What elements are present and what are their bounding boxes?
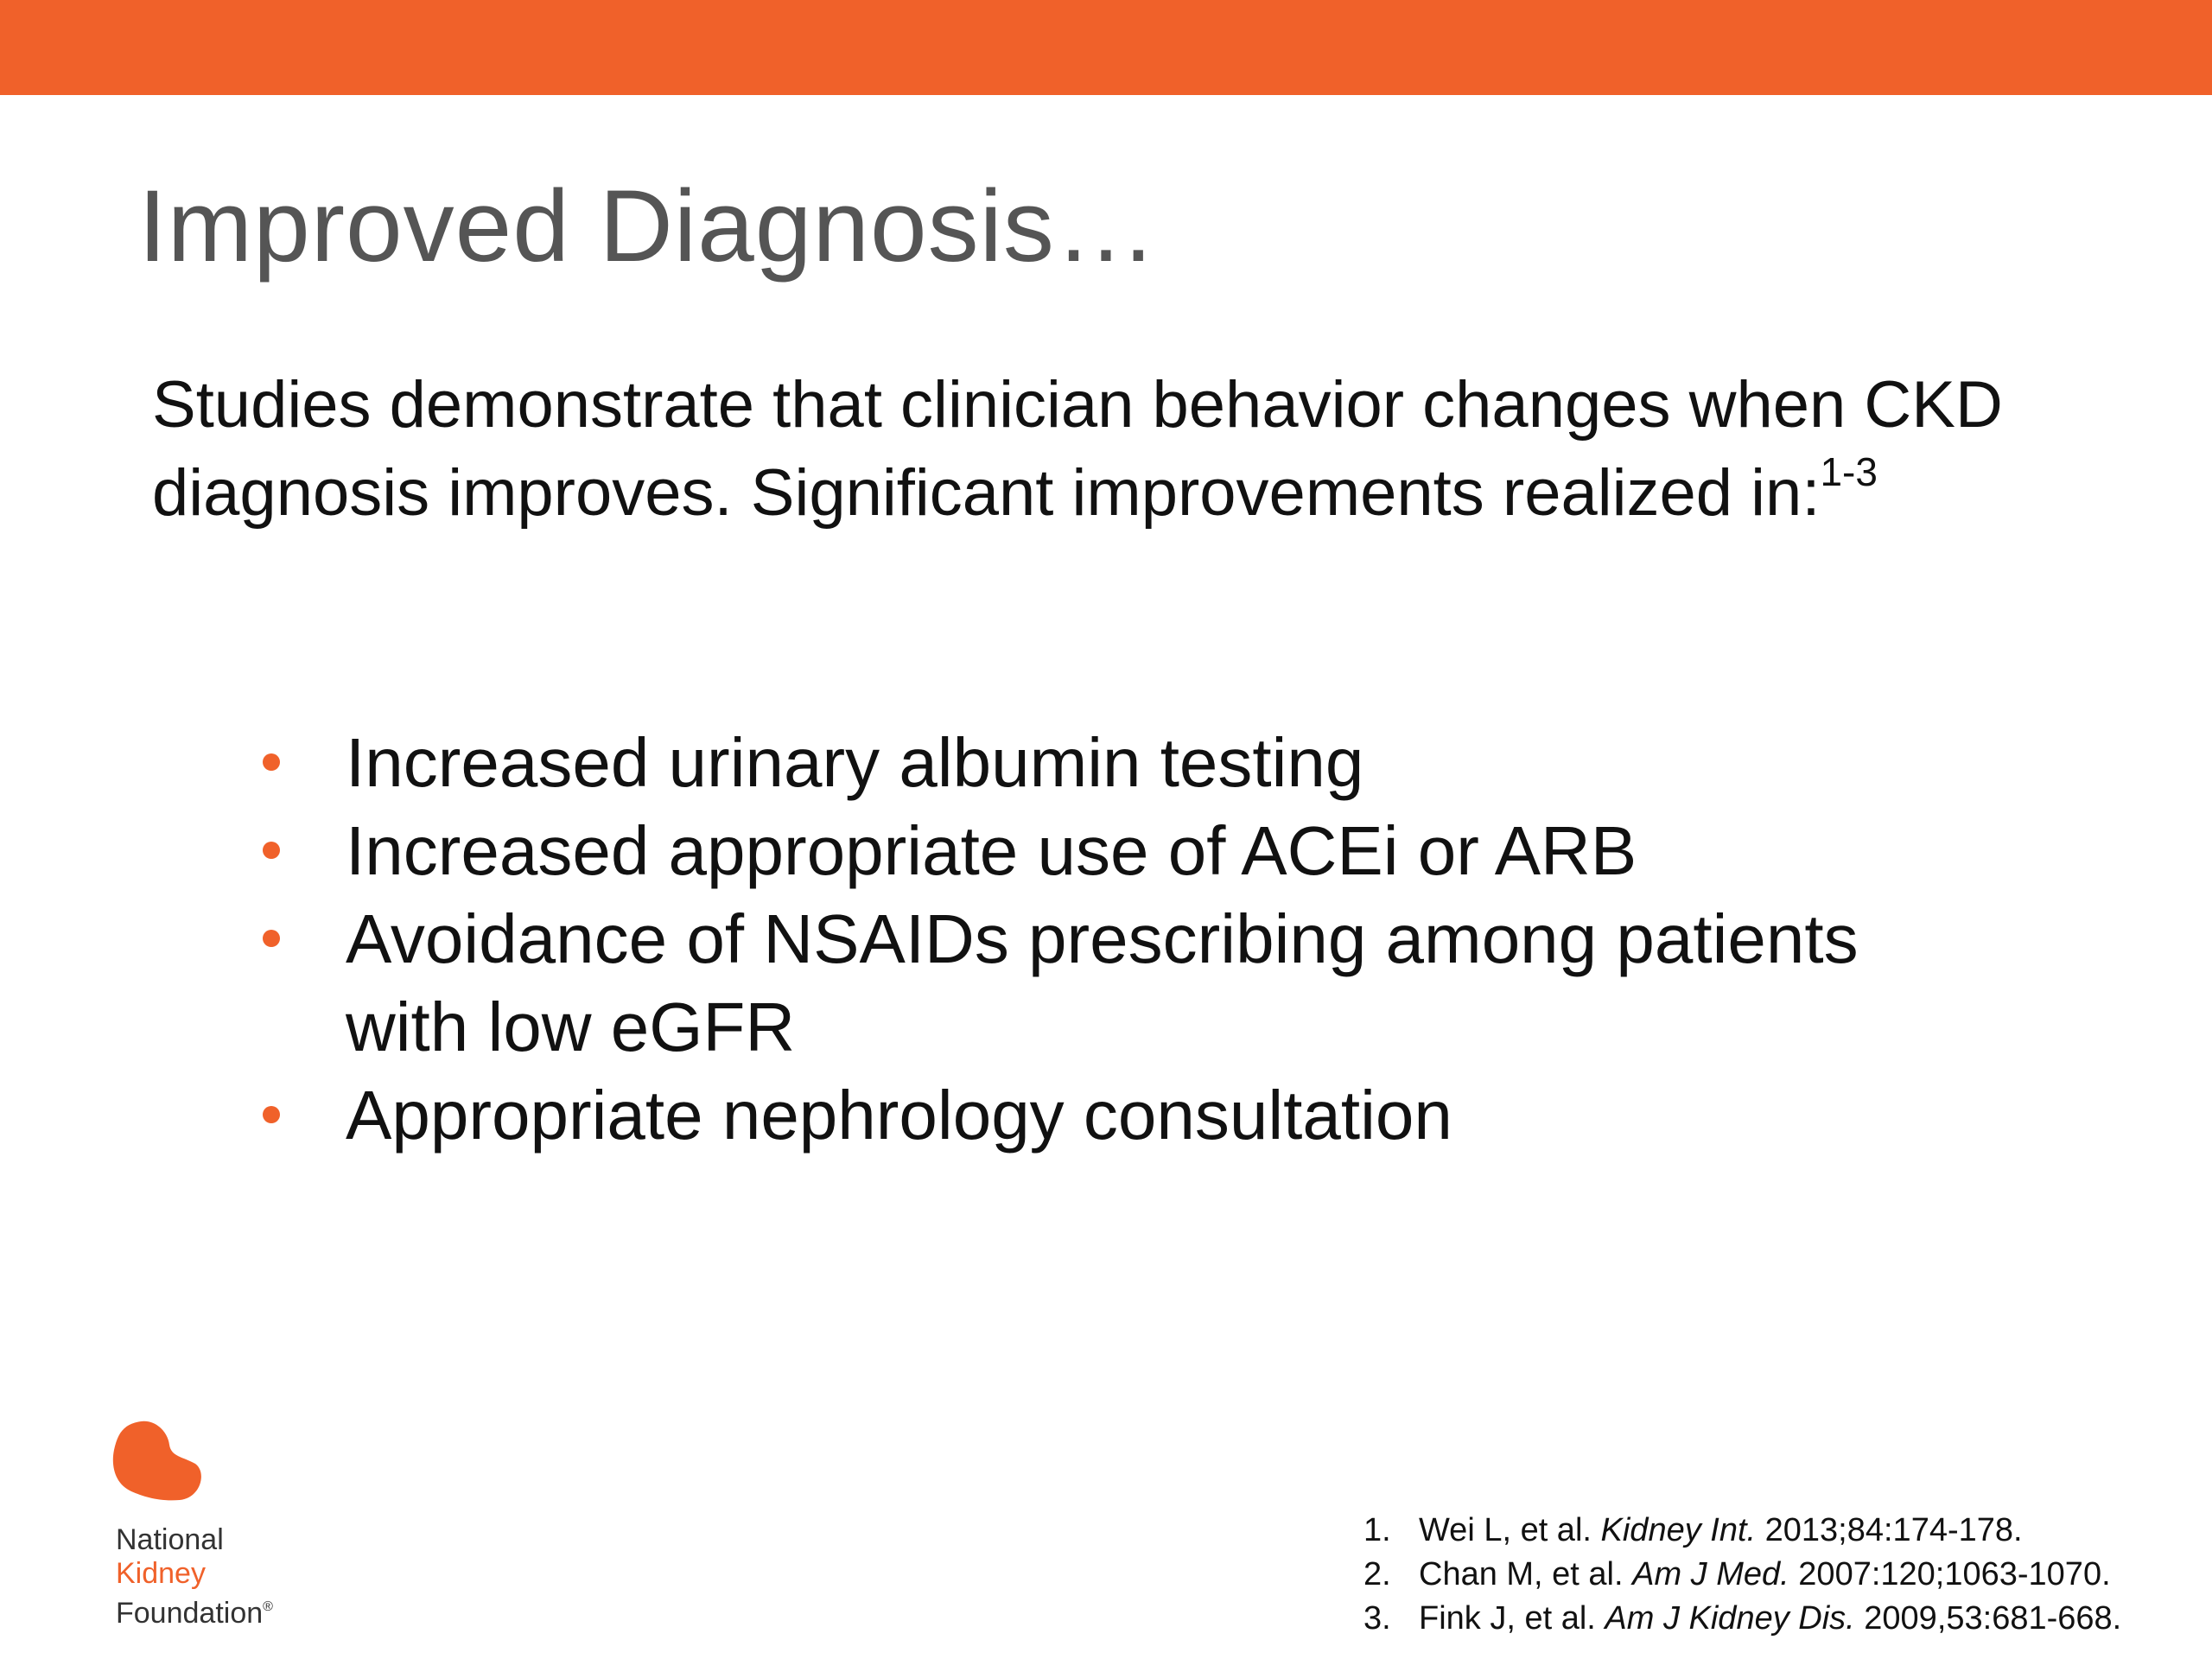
bullet-icon (263, 842, 280, 859)
reference-list (1363, 1509, 2193, 1641)
bullet-item (259, 1071, 1987, 1160)
bullet-text: Increased appropriate use of ACEi or ARB (346, 812, 1637, 889)
bullet-item (259, 807, 1987, 895)
bullet-text: Appropriate nephrology consultation (346, 1077, 1452, 1154)
citation-superscript: 1-3 (1820, 449, 1878, 494)
reference-number: 3. (1363, 1600, 1391, 1637)
reference-details: 2013;84:174-178. (1764, 1512, 2023, 1548)
reference-item (1363, 1509, 2193, 1553)
reference-journal: Am J Med. (1632, 1556, 1789, 1592)
reference-number: 1. (1363, 1512, 1391, 1548)
logo-text-kidney: Kidney (116, 1557, 206, 1590)
intro-text: Studies demonstrate that clinician behavior changes when CKD diagnosis improves. Significant improvements realized in: (152, 368, 2003, 530)
bullet-icon (263, 930, 280, 947)
bullet-item (259, 719, 1987, 807)
reference-journal: Kidney Int. (1600, 1512, 1757, 1548)
reference-authors: Fink J, et al. (1419, 1600, 1596, 1637)
registered-mark: ® (263, 1599, 273, 1614)
reference-item (1363, 1553, 2193, 1597)
kidney-icon (111, 1419, 206, 1514)
reference-details: 2007:120;1063-1070. (1798, 1556, 2111, 1592)
bullet-list (259, 719, 1987, 1160)
bullet-icon (263, 753, 280, 771)
bullet-text: Avoidance of NSAIDs prescribing among patients with low eGFR (346, 900, 1859, 1065)
nkf-logo (111, 1419, 335, 1643)
logo-text-national: National (116, 1523, 224, 1556)
bullet-icon (263, 1106, 280, 1123)
intro-paragraph (152, 361, 2139, 537)
bullet-text: Increased urinary albumin testing (346, 724, 1364, 801)
reference-item (1363, 1597, 2193, 1641)
reference-authors: Chan M, et al. (1419, 1556, 1624, 1592)
reference-number: 2. (1363, 1556, 1391, 1592)
reference-authors: Wei L, et al. (1419, 1512, 1592, 1548)
header-bar (0, 0, 2212, 95)
reference-journal: Am J Kidney Dis. (1605, 1600, 1855, 1637)
logo-foundation-word: Foundation (116, 1597, 264, 1630)
bullet-item (259, 895, 1987, 1071)
slide-title: Improved Diagnosis… (138, 169, 1158, 283)
reference-details: 2009,53:681-668. (1864, 1600, 2122, 1637)
logo-text-foundation (116, 1590, 273, 1630)
